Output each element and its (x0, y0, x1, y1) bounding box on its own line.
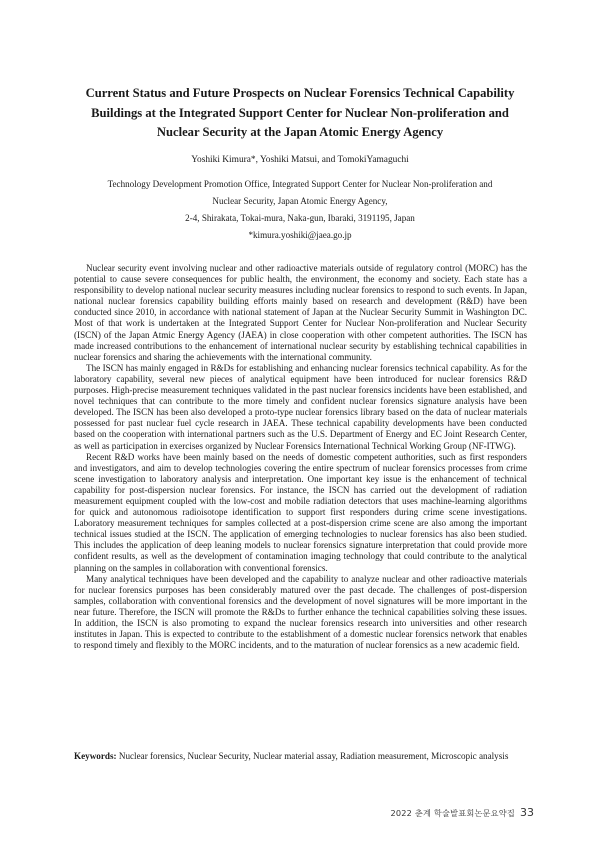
paper-title (60, 84, 540, 143)
affiliation-line: Technology Development Promotion Office, Integrated Support Center for Nuclear Non-proliferation and (107, 179, 493, 189)
affiliation-line: Nuclear Security, Japan Atomic Energy Agency, (212, 196, 388, 206)
body-paragraph: Many analytical techniques have been developed and the capability to analyze nuclear and other radioactive materials for nuclear forensics purposes has been considerably matured over the past decade. The challenges of post-dispersion samples, collaboration with conventional forensics and the development of novel signatures will be more important in the near future. Therefore, the ISCN will promote the R&Ds to further enhance the technical capabilities solving these issues. In addition, the ISCN is also promoting to expand the nuclear forensics research into universities and other research institutes in Japan. This is expected to contribute to the establishment of a domestic nuclear forensics network that enables to respond timely and flexibly to the MORC incidents, and to the maturation of nuclear forensics as a new academic field. (74, 573, 527, 651)
body-paragraph: The ISCN has mainly engaged in R&Ds for establishing and enhancing nuclear forensics technical capability. As for the laboratory capability, several new pieces of analytical equipment have been introduced for nuclear forensics R&D purposes. High-precise measurement techniques validated in the past nuclear forensics incidents have been established, and novel techniques that can contribute to the more timely and confident nuclear forensics signature analysis have been developed. The ISCN has been also developed a proto-type nuclear forensics library based on the data of nuclear materials possessed for past nuclear fuel cycle research in JAEA. These technical capability developments have been conducted based on the cooperation with international partners such as the U.S. Department of Energy and EC Joint Research Center, as well as participation in exercises organized by Nuclear Forensics International Technical Working Group (NF-ITWG). (74, 362, 527, 451)
conference-name: 2022 춘계 학술발표회논문요약집 (390, 808, 515, 818)
abstract-body (74, 263, 527, 651)
body-paragraph: Recent R&D works have been mainly based on the needs of domestic competent authorities, such as first responders and investigators, and aim to develop technologies covering the entire spectrum of nuclear forensics processes from crime scene investigation to laboratory analysis and interpretation. One important key issue is the enhancement of technical capability for post-dispersion nuclear forensics. For instance, the ISCN has carried out the development of radiation measurement equipment coupled with the low-cost and mobile radiation detectors that uses machine-learning algorithms for quick and autonomous radioisotope identification to support first responders during crime scene investigations. Laboratory measurement techniques for samples collected at a post-dispersion crime scene are also among the important technical issues studied at the ISCN. The application of emerging technologies to nuclear forensics has also been studied. This includes the application of deep leaning models to nuclear forensics signature interpretation that could provide more confident results, as well as the development of contamination imaging technology that could contribute to the analytical planning on the samples in collaboration with conventional forensics. (74, 451, 527, 573)
title-line: Buildings at the Integrated Support Center for Nuclear Non-proliferation and (91, 105, 509, 120)
corresponding-email: *kimura.yoshiki@jaea.go.jp (248, 230, 352, 240)
title-line: Nuclear Security at the Japan Atomic Energy Agency (156, 125, 444, 139)
keywords-list: Nuclear forensics, Nuclear Security, Nuclear material assay, Radiation measurement, Microscopic analysis (116, 751, 509, 761)
page-footer (390, 806, 534, 819)
body-paragraph: Nuclear security event involving nuclear and other radioactive materials outside of regulatory control (MORC) has the potential to cause severe consequences for public health, the environment, the economy and society. Each state has a responsibility to develop national nuclear security measures including nuclear forensics to respond to such events. In Japan, national nuclear forensics capability building efforts mainly based on research and development (R&D) have been conducted since 2010, in accordance with national statement of Japan at the Nuclear Security Summit in Washington DC. Most of that work is undertaken at the Integrated Support Center for Nuclear Non-proliferation and Nuclear Security (ISCN) of the Japan Atmic Energy Agency (JAEA) in close cooperation with other competent authorities. The ISCN has made increased contributions to the enhancement of international nuclear security by establishing technical capabilities in nuclear forensics and sharing the achievements with the international community. (74, 263, 527, 362)
page-number: 33 (520, 806, 534, 819)
author-list: Yoshiki Kimura*, Yoshiki Matsui, and TomokiYamaguchi (191, 155, 409, 165)
keywords-label: Keywords: (74, 751, 117, 761)
keywords-block (74, 750, 527, 762)
title-line: Current Status and Future Prospects on Nuclear Forensics Technical Capability (85, 86, 515, 100)
affiliation-address: 2-4, Shirakata, Tokai-mura, Naka-gun, Ibaraki, 3191195, Japan (185, 213, 415, 223)
